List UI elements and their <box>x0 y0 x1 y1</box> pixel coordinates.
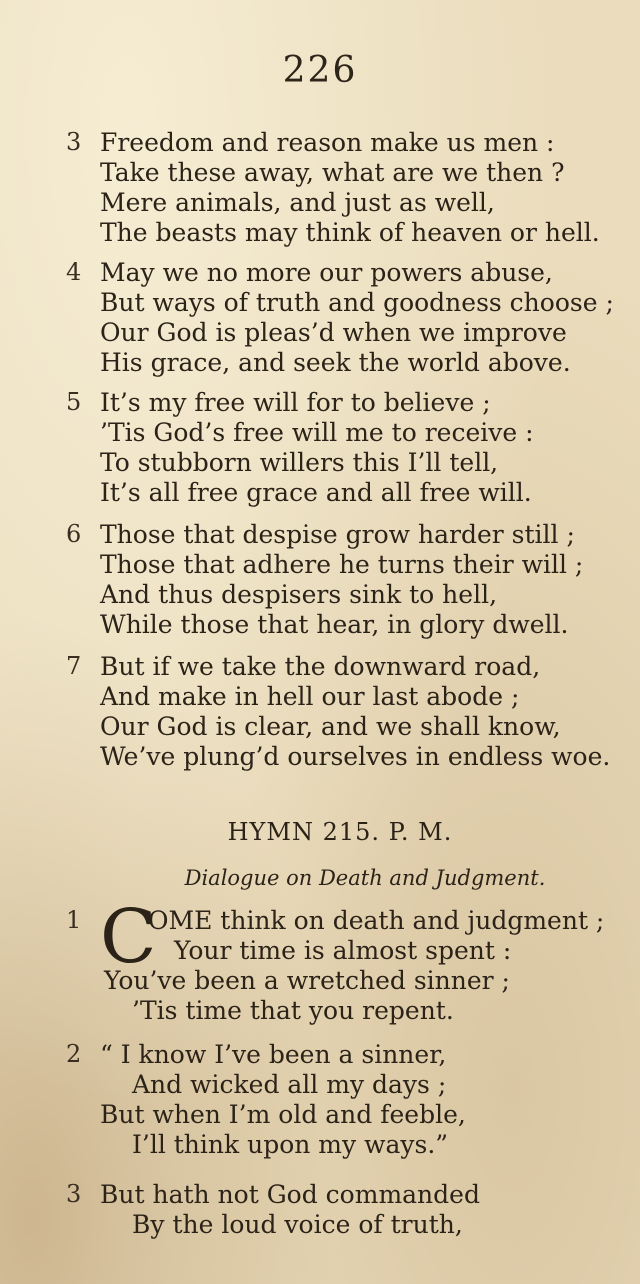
stanza-number: 2 <box>66 1040 82 1068</box>
verse-line: By the loud voice of truth, <box>132 1210 463 1239</box>
verse-line: Your time is almost spent : <box>174 936 512 965</box>
verse-line: The beasts may think of heaven or hell. <box>100 218 600 247</box>
stanza-number: 4 <box>66 258 82 286</box>
verse-line: And make in hell our last abode ; <box>100 682 520 711</box>
verse-line: While those that hear, in glory dwell. <box>100 610 569 639</box>
drop-cap: C <box>100 894 157 980</box>
verse-line: Take these away, what are we then ? <box>100 158 565 187</box>
verse-line: Mere animals, and just as well, <box>100 188 495 217</box>
verse-line: Those that adhere he turns their will ; <box>100 550 584 579</box>
stanza-number: 1 <box>66 906 82 934</box>
verse-line: Those that despise grow harder still ; <box>100 520 575 549</box>
verse-line: I’ll think upon my ways.” <box>132 1130 449 1159</box>
verse-line: But hath not God commanded <box>100 1180 480 1209</box>
hymn-title: HYMN 215. P. M. <box>227 818 453 846</box>
verse-line: And wicked all my days ; <box>132 1070 447 1099</box>
stanza-number: 3 <box>66 128 82 156</box>
verse-line: Our God is clear, and we shall know, <box>100 712 561 741</box>
verse-line: May we no more our powers abuse, <box>100 258 553 287</box>
verse-line: His grace, and seek the world above. <box>100 348 571 377</box>
stanza-number: 6 <box>66 520 82 548</box>
verse-line: ’Tis God’s free will me to receive : <box>100 418 534 447</box>
verse-line: Freedom and reason make us men : <box>100 128 555 157</box>
verse-line: But when I’m old and feeble, <box>100 1100 466 1129</box>
page-number: 226 <box>282 50 358 91</box>
verse-line: It’s all free grace and all free will. <box>100 478 532 507</box>
stanza-number: 7 <box>66 652 82 680</box>
hymn-subtitle: Dialogue on Death and Judgment. <box>184 866 546 890</box>
stanza-number: 3 <box>66 1180 82 1208</box>
verse-line: You’ve been a wretched sinner ; <box>104 966 510 995</box>
verse-line: To stubborn willers this I’ll tell, <box>100 448 499 477</box>
verse-line: ’Tis time that you repent. <box>132 996 454 1025</box>
verse-line: But ways of truth and goodness choose ; <box>100 288 614 317</box>
verse-line: OME think on death and judgment ; <box>148 906 605 935</box>
verse-line: We’ve plung’d ourselves in endless woe. <box>100 742 611 771</box>
verse-line: But if we take the downward road, <box>100 652 541 681</box>
stanza-number: 5 <box>66 388 82 416</box>
verse-line: “ I know I’ve been a sinner, <box>100 1040 447 1069</box>
verse-line: Our God is pleas’d when we improve <box>100 318 567 347</box>
verse-line: It’s my free will for to believe ; <box>100 388 491 417</box>
verse-line: And thus despisers sink to hell, <box>100 580 498 609</box>
